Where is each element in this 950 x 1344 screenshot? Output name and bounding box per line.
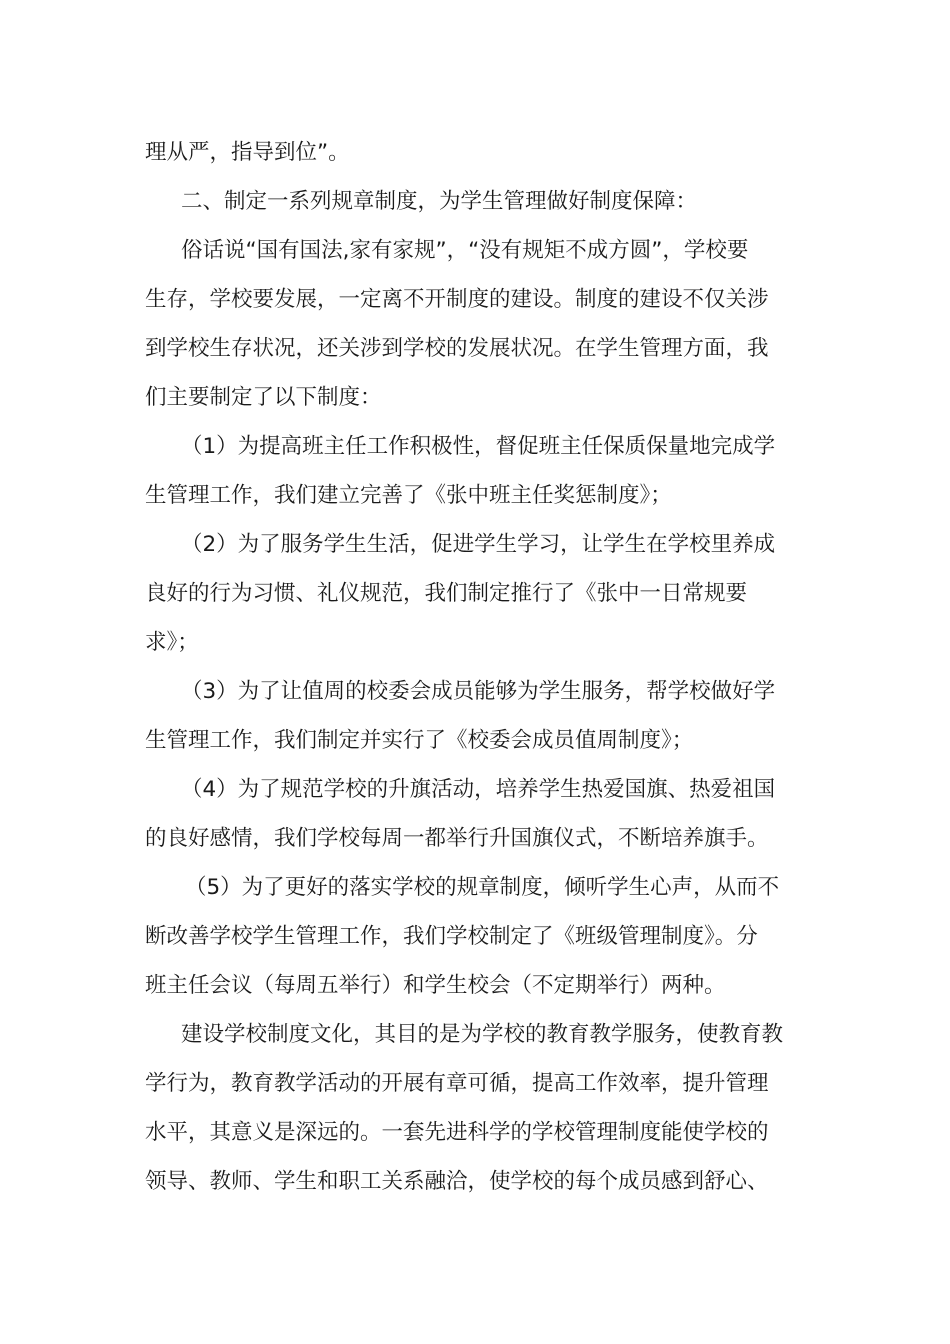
text-line: 领导、教师、学生和职工关系融洽，使学校的每个成员感到舒心、	[145, 1169, 769, 1194]
list-item-3: （3）为了让值周的校委会成员能够为学生服务，帮学校做好学	[181, 679, 776, 704]
text-line: 建设学校制度文化，其目的是为学校的教育教学服务，使教育教	[181, 1022, 784, 1047]
list-item-2: （2）为了服务学生生活，促进学生学习，让学生在学校里养成	[181, 532, 776, 557]
text-line: 生管理工作，我们建立完善了《张中班主任奖惩制度》；	[145, 483, 672, 508]
text-line: 班主任会议（每周五举行）和学生校会（不定期举行）两种。	[145, 973, 726, 998]
list-item-5: （5）为了更好的落实学校的规章制度，倾听学生心声，从而不	[185, 875, 780, 900]
list-item-4: （4）为了规范学校的升旗活动，培养学生热爱国旗、热爱祖国	[181, 777, 776, 802]
text-line: 求》；	[145, 630, 199, 655]
text-line: 的良好感情，我们学校每周一都举行升国旗仪式，不断培养旗手。	[145, 826, 769, 851]
list-item-1: （1）为提高班主任工作积极性，督促班主任保质保量地完成学	[181, 434, 776, 459]
section-heading: 二、制定一系列规章制度，为学生管理做好制度保障：	[181, 189, 698, 214]
text-line: 水平，其意义是深远的。一套先进科学的学校管理制度能使学校的	[145, 1120, 769, 1145]
text-line: 理从严，指导到位”。	[145, 140, 350, 165]
text-line: 们主要制定了以下制度：	[145, 385, 382, 410]
text-line: 到学校生存状况，还关涉到学校的发展状况。在学生管理方面，我	[145, 336, 769, 361]
text-line: 俗话说“国有国法,家有家规”，“没有规矩不成方圆”，学校要	[181, 238, 749, 263]
document-body	[145, 128, 810, 1206]
text-line: 生存，学校要发展，一定离不开制度的建设。制度的建设不仅关涉	[145, 287, 769, 312]
text-line: 学行为，教育教学活动的开展有章可循，提高工作效率，提升管理	[145, 1071, 769, 1096]
text-line: 良好的行为习惯、礼仪规范，我们制定推行了《张中一日常规要	[145, 581, 748, 606]
text-line: 生管理工作，我们制定并实行了《校委会成员值周制度》；	[145, 728, 694, 753]
text-line: 断改善学校学生管理工作，我们学校制定了《班级管理制度》。分	[145, 924, 758, 949]
